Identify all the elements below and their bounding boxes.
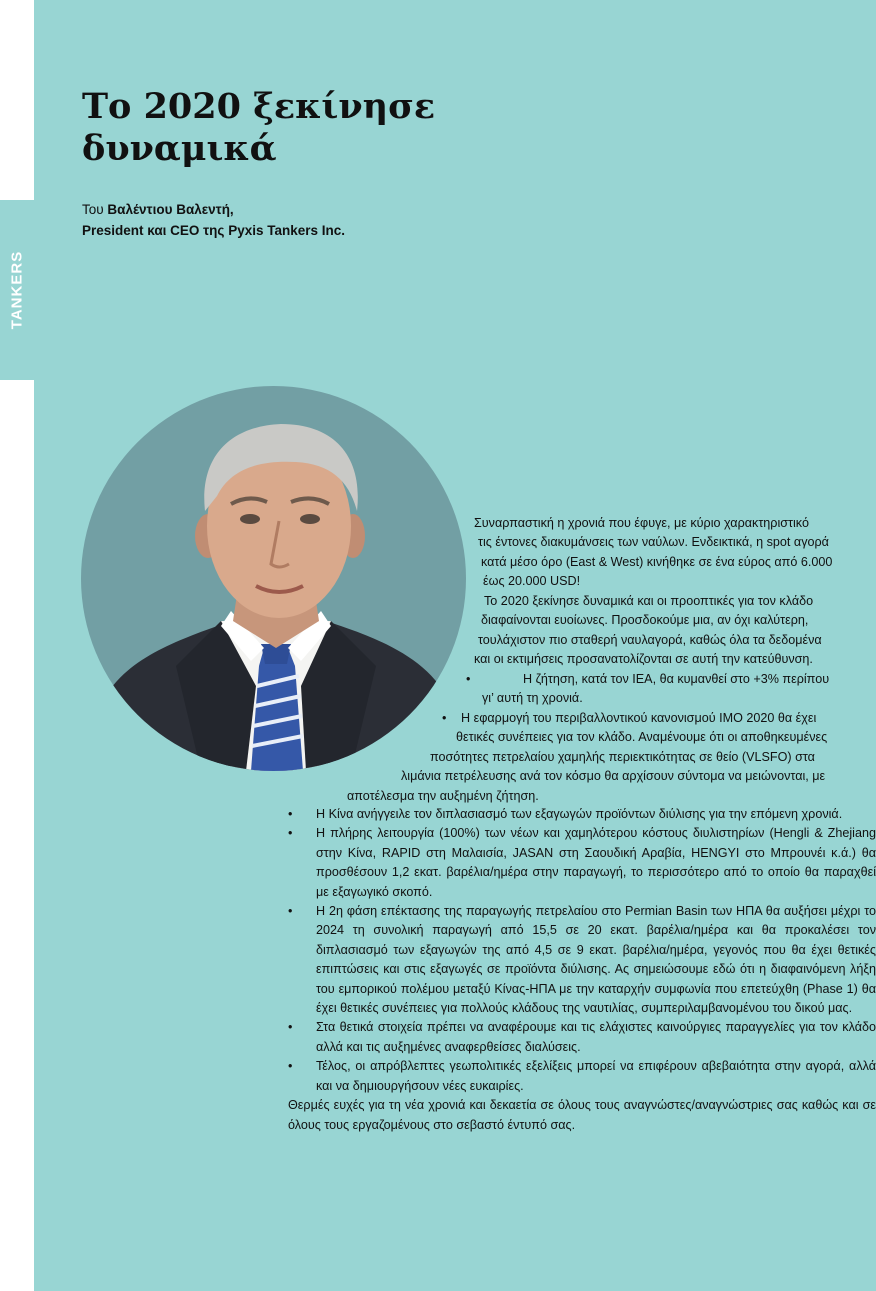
intro-paragraph	[474, 514, 876, 533]
text-line: θετικές συνέπειες για τον κλάδο. Αναμένουμε ότι οι αποθηκευμένες	[456, 730, 828, 744]
bullet-symbol: •	[288, 1059, 293, 1074]
list-item	[288, 902, 876, 1018]
author-portrait	[81, 386, 466, 771]
bullet-symbol: •	[288, 807, 293, 821]
article-title-line: Το 2020 ξεκίνησε	[82, 86, 436, 127]
bullet-symbol: •	[466, 672, 471, 686]
bullet-text: Η 2η φάση επέκτασης της παραγωγής πετρελαίου στο Permian Basin των ΗΠΑ θα αυξήσει μέχρι το 2024 τη συνολική παραγωγή από 15,5 σε 20 εκατ. βαρέλια/ημέρα και θα προκαλέσει τον διπλασιασμό των εξαγωγών της από 4,5 σε 9 εκατ. βαρέλια/ημέρα, γεγονός που θα έχει θετικές επιπτώσεις και στις εξαγωγές σε προϊόντα διύλισης. Ας σημειώσουμε εδώ ότι η διαφαινόμενη λήξη του εμπορικού πολέμου μεταξύ Κίνας-ΗΠΑ με την καταρχήν συμφωνία που επετεύχθη (Phase 1) θα έχει θετικές συνέπειες για πολλούς κλάδους της ναυτιλίας, συμπεριλαμβανομένου του δικού μας.	[316, 904, 876, 1016]
text-line: γι’ αυτή τη χρονιά.	[482, 691, 583, 705]
text-line: και οι εκτιμήσεις προσανατολίζονται σε αυτή την κατεύθυνση.	[474, 652, 813, 666]
text-line: Η εφαρμογή του περιβαλλοντικού κανονισμού IMO 2020 θα έχει	[461, 711, 817, 725]
article-title	[82, 86, 502, 170]
text-line: κατά μέσο όρο (East & West) κινήθηκε σε ένα εύρος από 6.000	[481, 555, 833, 569]
text-line: ποσότητες πετρελαίου χαμηλής περιεκτικότητας σε θείο (VLSFO) στα	[430, 750, 815, 764]
text-line: λιμάνια πετρέλευσης ανά τον κόσμο θα αρχίσουν σύντομα να μειώνονται, με	[401, 769, 826, 783]
intro-paragraph	[478, 533, 876, 552]
bullet-text: Στα θετικά στοιχεία πρέπει να αναφέρουμε και τις ελάχιστες καινούργιες παραγγελίες για τον κλάδο αλλά και τις αυξημένες αναφερθείσες διαλύσεις.	[316, 1020, 876, 1054]
byline-author: Βαλέντιου Βαλεντή,	[107, 202, 234, 217]
bullet-symbol: •	[288, 826, 293, 841]
bullet-text: Η Κίνα ανήγγειλε τον διπλασιασμό των εξαγωγών προϊόντων διύλισης για την επόμενη χρονιά.	[316, 807, 843, 821]
bullet-symbol: •	[288, 904, 293, 919]
list-item	[288, 1057, 876, 1096]
text-line: διαφαίνονται ευοίωνες. Προσδοκούμε μια, αν όχι καλύτερη,	[481, 613, 809, 627]
intro-paragraph	[481, 553, 876, 572]
outlook-paragraph	[484, 592, 876, 611]
text-line: Η ζήτηση, κατά τον IEA, θα κυμανθεί στο +3% περίπου	[523, 672, 830, 686]
outlook-paragraph	[474, 650, 876, 669]
bullet-list	[288, 805, 876, 1135]
list-item	[288, 1018, 876, 1057]
text-line: Το 2020 ξεκίνησε δυναμικά και οι προοπτικές για τον κλάδο	[484, 594, 814, 608]
byline-role: President και CEO της Pyxis Tankers Inc.	[82, 223, 346, 238]
portrait-illustration	[81, 386, 466, 771]
text-line: τουλάχιστον πιο σταθερή ναυλαγορά, καθώς όλα τα δεδομένα	[478, 633, 822, 647]
section-tab-label: TANKERS	[8, 250, 26, 330]
closing-paragraph: Θερμές ευχές για τη νέα χρονιά και δεκαετία σε όλους τους αναγνώστες/αναγνώστριες σας καθώς και σε όλους τους εργαζομένους στο σεβαστό έντυπό σας.	[288, 1098, 876, 1132]
text-line: τις έντονες διακυμάνσεις των ναύλων. Ενδεικτικά, η spot αγορά	[478, 535, 829, 549]
bullet-text: Τέλος, οι απρόβλεπτες γεωπολιτικές εξελίξεις μπορεί να επιφέρουν αβεβαιότητα στην αγορά, αλλά και να δημιουργήσουν νέες ευκαιρίες.	[316, 1059, 876, 1093]
bullet-symbol: •	[288, 1020, 293, 1035]
bullet-text: Η πλήρης λειτουργία (100%) των νέων και χαμηλότερου κόστους διυλιστηρίων (Hengli & Zhejiang στην Κίνα, RAPID στη Μαλαισία, JASAN στη Σαουδική Αραβία, HENGYI στο Μπρουνέι κ.ά.) θα προσθέσουν 1,2 εκατ. βαρέλια/ημέρα στην παραγωγή, το περισσότερο από το οποίο θα παραχθεί με εξαγωγικό σκοπό.	[316, 826, 876, 899]
outlook-paragraph	[478, 631, 876, 650]
intro-paragraph	[483, 572, 876, 591]
byline	[82, 199, 345, 241]
text-line: Συναρπαστική η χρονιά που έφυγε, με κύριο χαρακτηριστικό	[474, 516, 809, 530]
portrait-eye-left	[240, 514, 260, 524]
list-item	[288, 805, 876, 824]
text-line: έως 20.000 USD!	[483, 574, 581, 588]
portrait-eye-right	[300, 514, 320, 524]
outlook-paragraph	[481, 611, 876, 630]
bullet-symbol: •	[442, 711, 447, 725]
list-item	[288, 824, 876, 902]
text-line: αποτέλεσμα την αυξημένη ζήτηση.	[347, 789, 539, 803]
article-title-line: δυναμικά	[82, 128, 277, 169]
byline-prefix: Του	[82, 202, 108, 217]
